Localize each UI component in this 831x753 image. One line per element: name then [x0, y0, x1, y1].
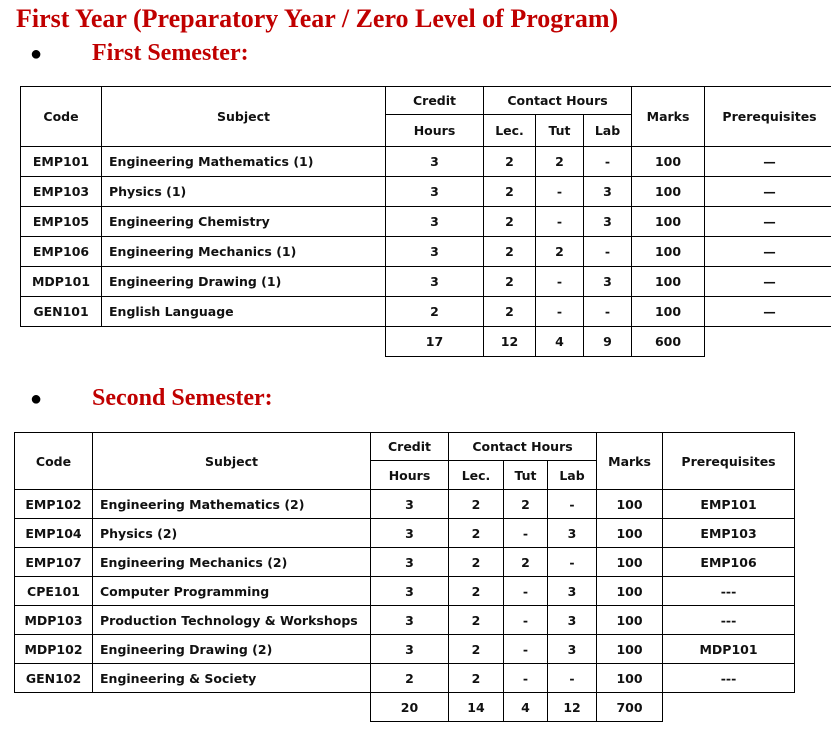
- credit-hours: 3: [386, 177, 484, 207]
- prerequisites: —: [705, 207, 831, 237]
- lec-hours: 2: [484, 207, 536, 237]
- course-subject: Engineering Drawing (1): [102, 267, 386, 297]
- table-row: [21, 147, 831, 177]
- header-prerequisites: Prerequisites: [705, 87, 831, 147]
- tut-hours: -: [504, 635, 548, 664]
- lec-hours: 2: [449, 577, 504, 606]
- lab-hours: 3: [584, 267, 632, 297]
- marks: 100: [597, 548, 663, 577]
- course-subject: Engineering Mechanics (2): [93, 548, 371, 577]
- total-lec-hours: 12: [484, 327, 536, 357]
- header-contact-hours: Contact Hours: [484, 87, 632, 115]
- course-code: MDP103: [15, 606, 93, 635]
- empty-cell: [102, 327, 386, 357]
- empty-cell: [21, 327, 102, 357]
- header-subject: Subject: [102, 87, 386, 147]
- marks: 100: [597, 606, 663, 635]
- table-row: [21, 267, 831, 297]
- header-credit: Credit: [371, 433, 449, 461]
- marks: 100: [632, 297, 705, 327]
- lab-hours: 3: [548, 577, 597, 606]
- totals-row: [21, 327, 831, 357]
- total-tut-hours: 4: [504, 693, 548, 722]
- prerequisites: ---: [663, 577, 795, 606]
- tut-hours: -: [536, 267, 584, 297]
- lab-hours: 3: [548, 519, 597, 548]
- header-contact-hours: Contact Hours: [449, 433, 597, 461]
- header-lec: Lec.: [449, 461, 504, 490]
- header-hours: Hours: [386, 115, 484, 147]
- prerequisites: ---: [663, 664, 795, 693]
- total-credit-hours: 20: [371, 693, 449, 722]
- marks: 100: [632, 147, 705, 177]
- second-semester-title: Second Semester:: [92, 385, 273, 411]
- lec-hours: 2: [484, 147, 536, 177]
- second-semester-table: [14, 432, 795, 722]
- credit-hours: 3: [386, 207, 484, 237]
- table-row: [15, 635, 795, 664]
- course-code: CPE101: [15, 577, 93, 606]
- lec-hours: 2: [484, 237, 536, 267]
- credit-hours: 3: [386, 237, 484, 267]
- header-tut: Tut: [504, 461, 548, 490]
- second-semester-heading: [30, 385, 273, 412]
- course-code: EMP104: [15, 519, 93, 548]
- marks: 100: [597, 635, 663, 664]
- lab-hours: -: [548, 664, 597, 693]
- marks: 100: [597, 519, 663, 548]
- prerequisites: EMP106: [663, 548, 795, 577]
- course-code: EMP105: [21, 207, 102, 237]
- lec-hours: 2: [449, 635, 504, 664]
- course-code: EMP107: [15, 548, 93, 577]
- table-row: [15, 548, 795, 577]
- lab-hours: 3: [548, 606, 597, 635]
- header-marks: Marks: [632, 87, 705, 147]
- course-subject: Engineering Mathematics (2): [93, 490, 371, 519]
- tut-hours: -: [504, 577, 548, 606]
- lab-hours: -: [584, 297, 632, 327]
- total-marks: 600: [632, 327, 705, 357]
- header-lab: Lab: [548, 461, 597, 490]
- course-subject: Computer Programming: [93, 577, 371, 606]
- table-row: [21, 297, 831, 327]
- lec-hours: 2: [449, 606, 504, 635]
- credit-hours: 3: [371, 635, 449, 664]
- lab-hours: -: [548, 548, 597, 577]
- header-code: Code: [21, 87, 102, 147]
- table-row: [21, 207, 831, 237]
- lec-hours: 2: [449, 664, 504, 693]
- course-code: MDP102: [15, 635, 93, 664]
- lab-hours: -: [584, 237, 632, 267]
- course-code: GEN102: [15, 664, 93, 693]
- lab-hours: -: [548, 490, 597, 519]
- total-marks: 700: [597, 693, 663, 722]
- table-row: [21, 177, 831, 207]
- header-tut: Tut: [536, 115, 584, 147]
- header-credit: Credit: [386, 87, 484, 115]
- course-subject: Engineering Mechanics (1): [102, 237, 386, 267]
- total-lab-hours: 9: [584, 327, 632, 357]
- header-prerequisites: Prerequisites: [663, 433, 795, 490]
- header-code: Code: [15, 433, 93, 490]
- marks: 100: [597, 577, 663, 606]
- marks: 100: [597, 664, 663, 693]
- header-hours: Hours: [371, 461, 449, 490]
- lec-hours: 2: [484, 177, 536, 207]
- table-row: [15, 490, 795, 519]
- credit-hours: 3: [371, 490, 449, 519]
- course-subject: Physics (1): [102, 177, 386, 207]
- course-code: EMP102: [15, 490, 93, 519]
- lec-hours: 2: [484, 267, 536, 297]
- lec-hours: 2: [484, 297, 536, 327]
- first-semester-table: [20, 86, 831, 357]
- empty-cell: [705, 327, 831, 357]
- course-subject: Engineering Drawing (2): [93, 635, 371, 664]
- course-code: GEN101: [21, 297, 102, 327]
- first-semester-heading: [30, 40, 249, 67]
- header-lab: Lab: [584, 115, 632, 147]
- total-lab-hours: 12: [548, 693, 597, 722]
- table-row: [15, 519, 795, 548]
- tut-hours: -: [536, 207, 584, 237]
- table-row: [21, 237, 831, 267]
- marks: 100: [597, 490, 663, 519]
- table-row: [15, 606, 795, 635]
- prerequisites: —: [705, 237, 831, 267]
- totals-row: [15, 693, 795, 722]
- tut-hours: 2: [504, 490, 548, 519]
- total-credit-hours: 17: [386, 327, 484, 357]
- course-subject: English Language: [102, 297, 386, 327]
- prerequisites: —: [705, 177, 831, 207]
- prerequisites: —: [705, 297, 831, 327]
- prerequisites: MDP101: [663, 635, 795, 664]
- course-subject: Physics (2): [93, 519, 371, 548]
- course-code: EMP101: [21, 147, 102, 177]
- tut-hours: 2: [536, 147, 584, 177]
- prerequisites: —: [705, 267, 831, 297]
- tut-hours: -: [504, 664, 548, 693]
- credit-hours: 3: [371, 577, 449, 606]
- lab-hours: 3: [584, 177, 632, 207]
- table-row: [15, 664, 795, 693]
- header-lec: Lec.: [484, 115, 536, 147]
- tut-hours: -: [536, 177, 584, 207]
- marks: 100: [632, 177, 705, 207]
- course-subject: Engineering & Society: [93, 664, 371, 693]
- credit-hours: 2: [386, 297, 484, 327]
- credit-hours: 3: [371, 519, 449, 548]
- total-lec-hours: 14: [449, 693, 504, 722]
- tut-hours: -: [536, 297, 584, 327]
- prerequisites: EMP101: [663, 490, 795, 519]
- course-subject: Production Technology & Workshops: [93, 606, 371, 635]
- marks: 100: [632, 207, 705, 237]
- credit-hours: 3: [371, 548, 449, 577]
- tut-hours: -: [504, 606, 548, 635]
- lab-hours: 3: [548, 635, 597, 664]
- credit-hours: 3: [386, 267, 484, 297]
- lec-hours: 2: [449, 490, 504, 519]
- empty-cell: [93, 693, 371, 722]
- tut-hours: 2: [504, 548, 548, 577]
- course-code: EMP106: [21, 237, 102, 267]
- prerequisites: —: [705, 147, 831, 177]
- bullet-icon: ●: [30, 388, 43, 410]
- marks: 100: [632, 267, 705, 297]
- header-marks: Marks: [597, 433, 663, 490]
- prerequisites: ---: [663, 606, 795, 635]
- credit-hours: 3: [371, 606, 449, 635]
- prerequisites: EMP103: [663, 519, 795, 548]
- lab-hours: -: [584, 147, 632, 177]
- first-semester-title: First Semester:: [92, 40, 249, 66]
- course-subject: Engineering Mathematics (1): [102, 147, 386, 177]
- course-code: MDP101: [21, 267, 102, 297]
- credit-hours: 2: [371, 664, 449, 693]
- tut-hours: -: [504, 519, 548, 548]
- lec-hours: 2: [449, 548, 504, 577]
- tut-hours: 2: [536, 237, 584, 267]
- bullet-icon: ●: [30, 43, 43, 65]
- table-row: [15, 577, 795, 606]
- page-title: First Year (Preparatory Year / Zero Level of Program): [16, 4, 619, 33]
- total-tut-hours: 4: [536, 327, 584, 357]
- lab-hours: 3: [584, 207, 632, 237]
- header-subject: Subject: [93, 433, 371, 490]
- marks: 100: [632, 237, 705, 267]
- course-subject: Engineering Chemistry: [102, 207, 386, 237]
- empty-cell: [663, 693, 795, 722]
- lec-hours: 2: [449, 519, 504, 548]
- credit-hours: 3: [386, 147, 484, 177]
- empty-cell: [15, 693, 93, 722]
- course-code: EMP103: [21, 177, 102, 207]
